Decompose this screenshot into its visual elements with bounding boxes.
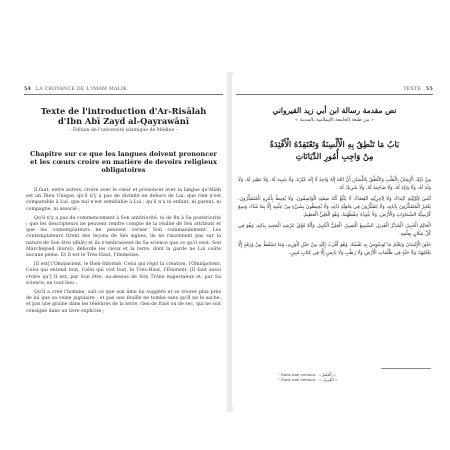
right-paragraph-2: لَيْسَ لِأَوَّلِيَّتِهِ ابْتِدَاءٌ، وَلَا لِآخِرِيَّتِهِ انْقِضَاءٌ، لَا يَبْلُغُ كُنْهَ صِفَتِهِ الْوَاصِفُونَ، وَلَا يُحِيطُ بِأَمْرِهِ الْمُتَفَكِّرُونَ، يَعْتَبِرُ الْمُتَفَكِّرُونَ بِآيَاتِهِ، وَلَا يَتَفَكَّرُونَ فِي مَاهِيَّةِ ذَاتِهِ، وَلَا يُحِيطُونَ بِشَيْءٍ مِنْ عِلْمِهِ إِلَّا بِمَا شَاءَ، وَسِعَ كُرْسِيُّهُ السَّمَاوَاتِ وَالْأَرْضَ، وَلَا يَئُودُهُ حِفْظُهُمَا، وَهُوَ الْعَلِيُّ الْعَظِيمُ. <box>238 196 431 218</box>
left-page <box>20 76 227 406</box>
left-paragraph-3: [Il est] l'Omniscient, le Bien-Informé, Celui qui régit la création, l'Omnipotent, Celui qui entend tout, Celui qui voit tout, le Très-Haut, l'Éminent. [Il faut aussi croire qu'] Il est, par Son être, au-dessus de Son Trône majestueux et, par Sa science, en tout lieu ; <box>26 262 221 286</box>
right-header-rule <box>236 94 433 95</box>
right-paragraph-3: الْعَالِمُ الْخَبِيرُ، الْمُدَبِّرُ الْقَدِيرُ، السَّمِيعُ الْبَصِيرُ، الْعَلِيُّ الْكَبِيرُ، وَأَنَّهُ فَوْقَ عَرْشِهِ الْمَجِيدِ بِذَاتِهِ، وَهُوَ فِي كُلِّ مَكَانٍ بِعِلْمِهِ. <box>238 223 431 237</box>
left-title-line2: d'Ibn Abī Zayd al-Qayrawānī <box>57 116 189 126</box>
left-body-text <box>26 188 221 318</box>
right-paragraph-1: مِنْ ذَلِكَ الْإِيمَانُ بِالْقَلْبِ وَالنُّطْقُ بِاللِّسَانِ أَنَّ اللهَ إِلَهٌ وَاحِدٌ لَا إِلَهَ غَيْرُهُ، وَلَا شَبِيهَ لَهُ، وَلَا نَظِيرَ لَهُ، وَلَا وَلَدَ لَهُ، وَلَا وَالِدَ لَهُ، وَلَا صَاحِبَةَ لَهُ، وَلَا شَرِيكَ لَهُ. <box>238 177 431 191</box>
footnote-rule <box>381 368 431 369</box>
left-chapter-heading: Chapitre sur ce que les langues doivent prononcer et les cœurs croire en matière de devoirs religieux obligatoires <box>30 150 217 174</box>
footnote-2: ² Dans une version : « الْقَرِيبُ ». <box>278 377 339 383</box>
left-paragraph-1: Il faut, entre autres, croire avec le cœur et prononcer avec la langue qu'Allah est un Dieu Unique, qu'il n'y a pas de divinité en dehors de Lui, que rien n'est comparable à Lui, que nul n'est semblable à Lui ; qu'il n'a ni enfant, ni parent, ni compagne, ni associé ; <box>26 188 221 212</box>
left-page-number: 54 <box>24 86 32 92</box>
footnote-1: ¹ Dans une version : « الْعَلِيمُ ». <box>278 372 337 377</box>
right-page <box>232 76 437 406</box>
right-arabic-subtitle: « من طبعة الجامعة الإسلامية بالمدينة » <box>295 118 374 123</box>
left-paragraph-4: Qu'il a créé l'homme, sait ce que son âme lui suggère et se trouve plus près de lui que sa veine jugulaire ; et pas une feuille ne tombe sans qu'Il ne le sache, et pas une graine dans les ténèbres de la terre, rien de frais ou de sec, qui ne soit consigné dans un livre explicite ; <box>26 290 221 314</box>
left-header-rule <box>24 94 223 95</box>
left-title <box>28 106 219 126</box>
right-page-number: 55 <box>425 86 433 92</box>
right-chapter-line1: بَابُ مَا تَنْطِقُ بِهِ الْأَلْسِنَةُ وَتَعْتَقِدُهُ الْأَفْئِدَةُ <box>269 139 400 149</box>
footnotes <box>238 372 431 383</box>
left-subtitle: – Édition de l'université islamique de Médine – <box>69 128 178 133</box>
left-running-head-text: LA CROYANCE DE L'IMAM MALIK <box>35 87 127 92</box>
right-running-head <box>403 86 433 92</box>
right-arabic-title: نص مقدمة رسالة ابن أبي زيد القيرواني <box>272 106 397 115</box>
left-running-head <box>24 86 127 92</box>
left-paragraph-2: Qu'il n'y a pas de commencement à Son antériorité, ni de fin à Sa postériorité ; que les descripteurs ne peuvent rendre compte de la réalité de Ses attributs et que les contemplateurs ne peuvent cerner Son commandement. Les contemplateurs tirent des leçons de Ses signes, ils ne raisonnent pas sur la nature de Son être (dhât) et ils n'embrassent de Sa science que ce qu'il veut. Son Marchepied (kursî), déborde les cieux et la terre, dont la garde ne Lui coûte aucune peine. Et Il est le Très-Haut, l'Immense. <box>26 215 221 259</box>
right-paragraph-4: خَلَقَ الْإِنْسَانَ وَيَعْلَمُ مَا تُوَسْوِسُ بِهِ نَفْسُهُ، وَهُوَ أَقْرَبُ إِلَيْهِ مِنْ حَبْلِ الْوَرِيدِ، وَمَا تَسْقُطُ مِنْ وَرَقَةٍ إِلَّا يَعْلَمُهَا، وَلَا حَبَّةٍ فِي ظُلُمَاتِ الْأَرْضِ وَلَا رَطْبٍ وَلَا يَابِسٍ إِلَّا فِي كِتَابٍ مُبِينٍ. <box>238 242 431 256</box>
right-chapter-line2: مِنْ وَاجِبِ أُمُورِ الدِّيَانَاتِ <box>295 151 374 161</box>
right-running-head-text: TEXTE <box>403 87 422 92</box>
left-title-line1: Texte de l'introduction d'Ar-Risālah <box>40 106 207 116</box>
right-arabic-chapter-heading <box>242 138 427 162</box>
right-arabic-body <box>238 176 431 260</box>
